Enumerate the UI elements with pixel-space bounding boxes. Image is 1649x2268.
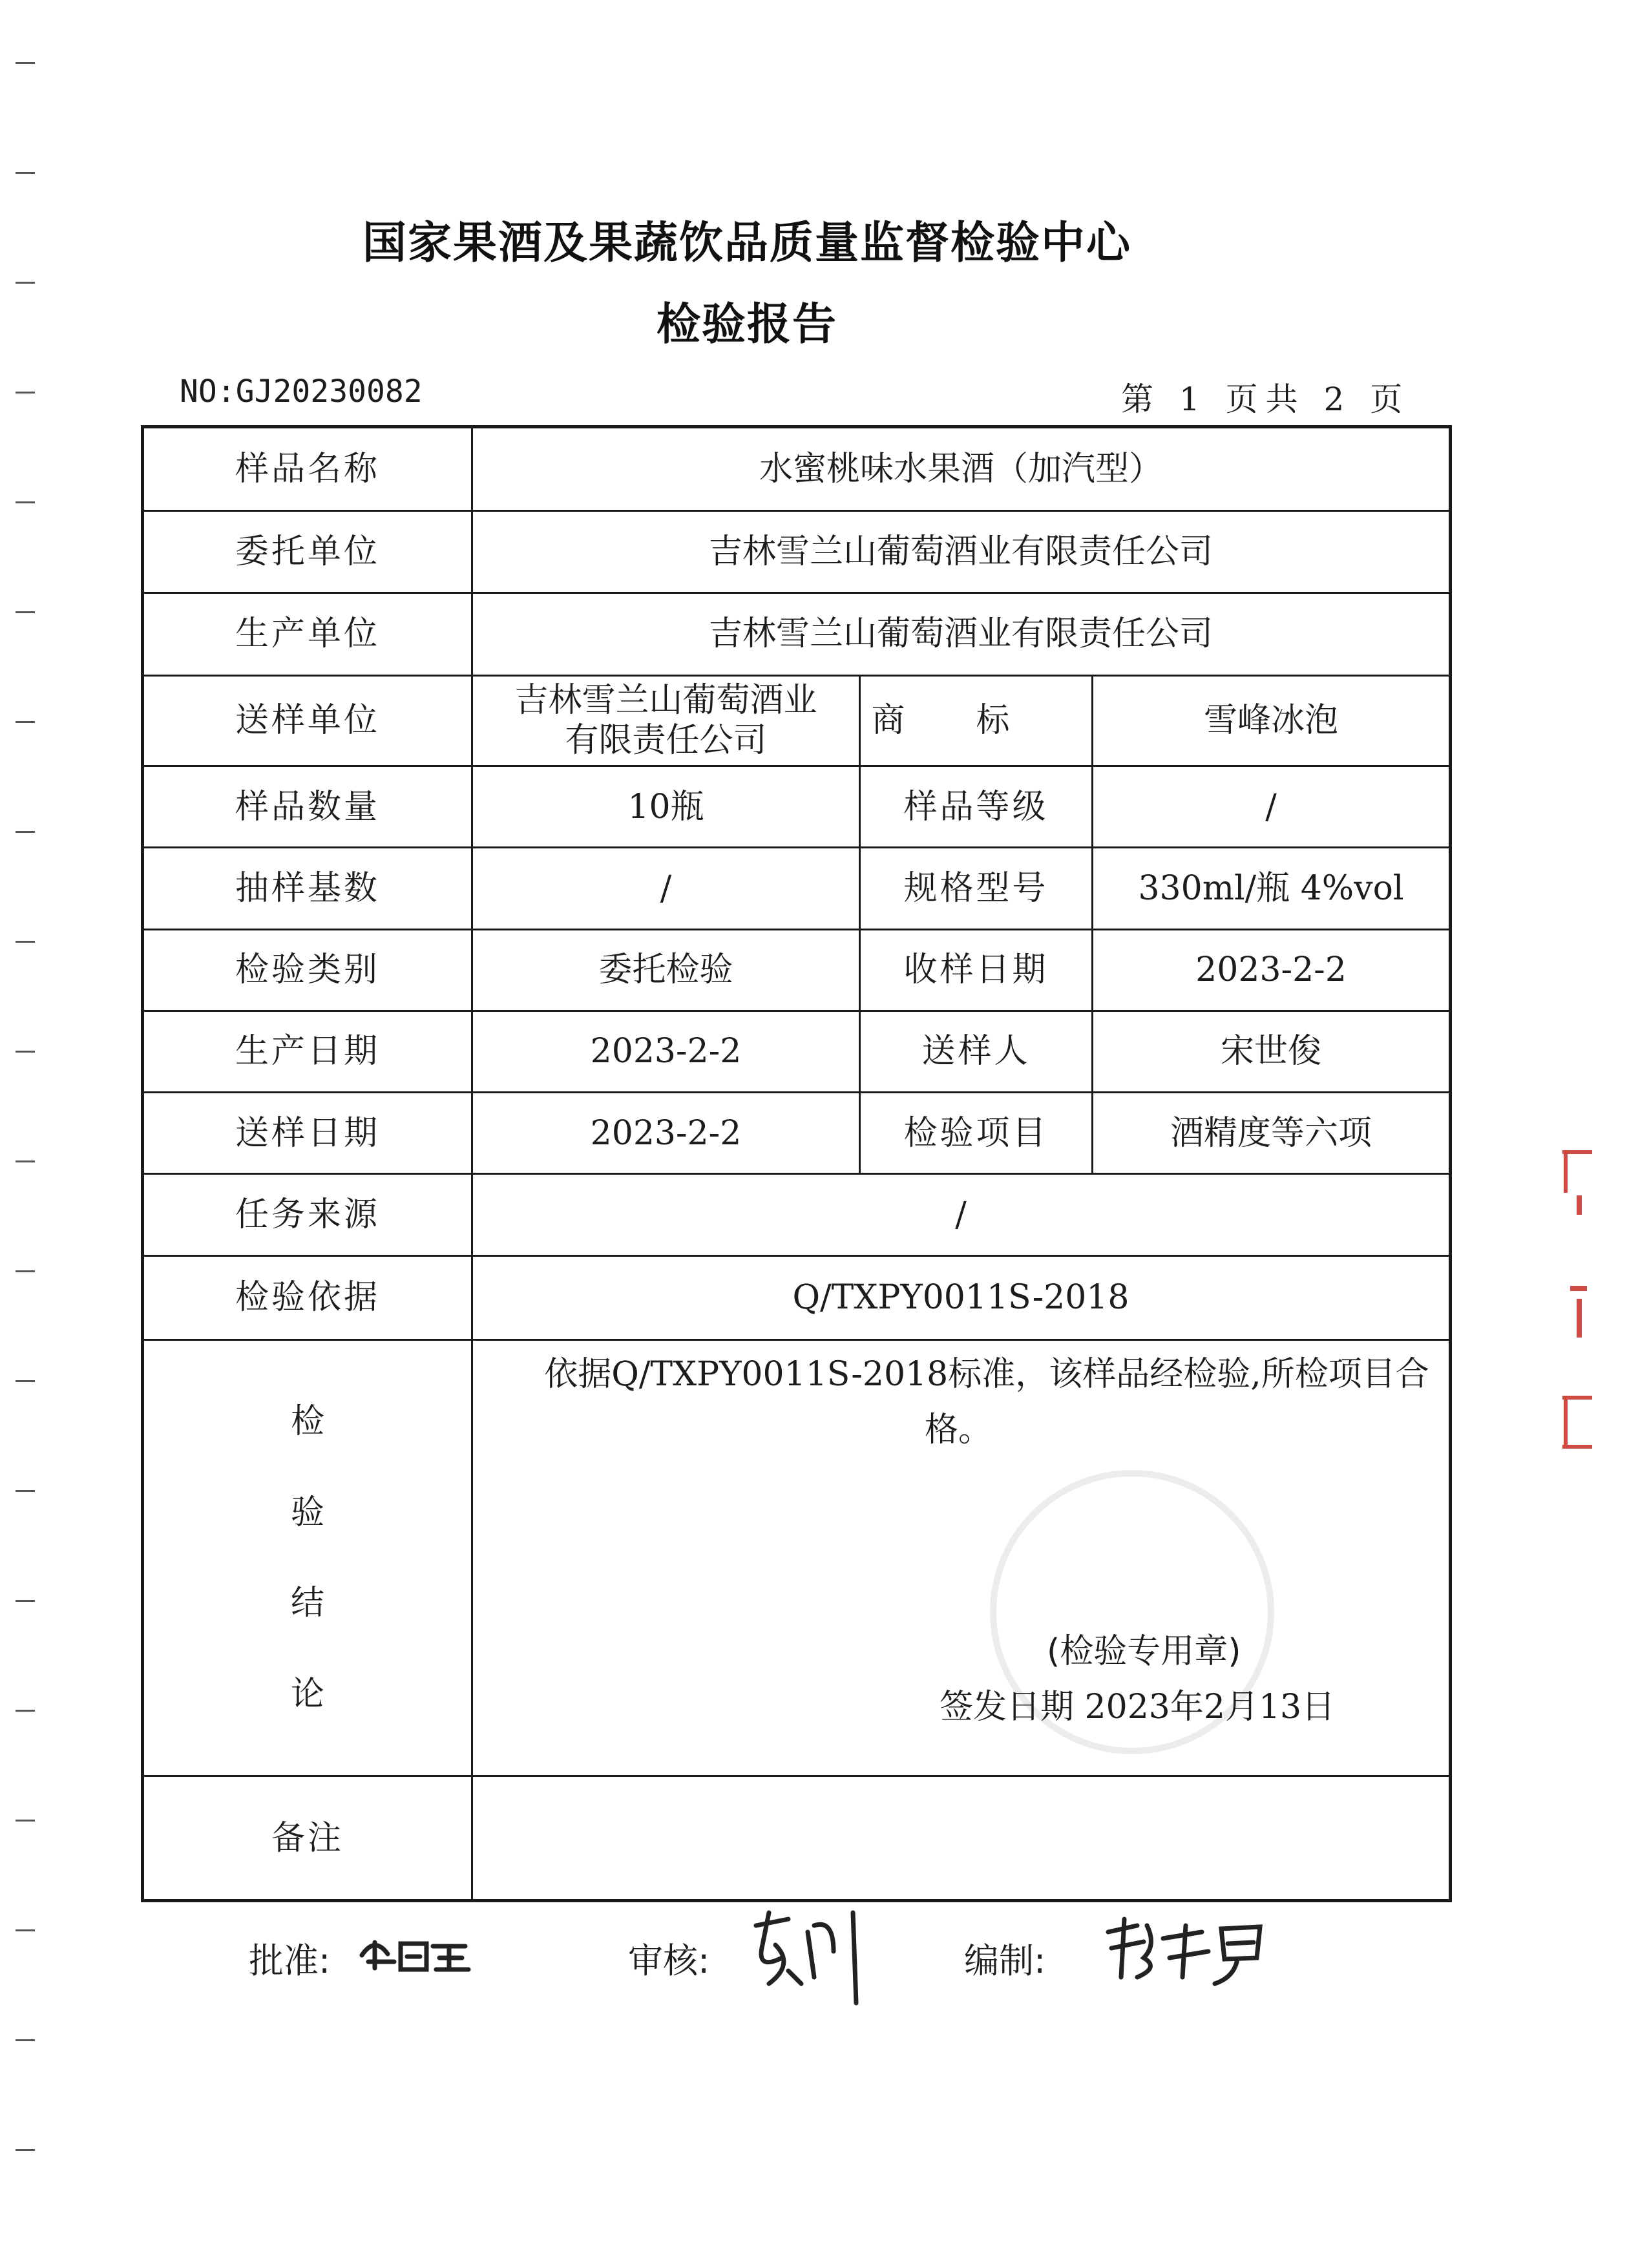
table-row <box>143 1011 1451 1092</box>
inspection-type-value: 委托检验 <box>472 929 860 1011</box>
binding-mark <box>16 941 35 943</box>
test-items-label: 检验项目 <box>860 1093 1093 1174</box>
page-info: 第 1 页共 2 页 <box>1121 381 1411 418</box>
table-row <box>143 766 1451 848</box>
binding-mark <box>16 1270 35 1272</box>
issue-date: 签发日期 2023年2月13日 <box>940 1687 1336 1727</box>
seal-caption: (检验专用章) <box>1047 1632 1241 1671</box>
compile-label: 编制: <box>964 1940 1046 1981</box>
conclusion-label-char: 验 <box>290 1493 324 1532</box>
table-row <box>143 427 1451 511</box>
compile-signature <box>1098 1913 1279 1990</box>
binding-mark <box>16 1820 35 1822</box>
binding-mark <box>16 1380 35 1382</box>
table-row <box>143 511 1451 593</box>
institute-title: 国家果酒及果蔬饮品质量监督检验中心 <box>362 218 1131 269</box>
binding-mark <box>16 831 35 833</box>
table-row <box>143 593 1451 675</box>
binding-mark <box>16 62 35 64</box>
sender-person-label: 送样人 <box>860 1011 1093 1092</box>
production-date-label: 生产日期 <box>143 1011 472 1092</box>
basis-label: 检验依据 <box>143 1255 472 1339</box>
binding-mark <box>16 1710 35 1712</box>
report-number: NO:GJ20230082 <box>180 373 423 410</box>
review-signature <box>743 1900 872 2010</box>
sampling-base-label: 抽样基数 <box>143 848 472 929</box>
producer-label: 生产单位 <box>143 593 472 675</box>
grade-label: 样品等级 <box>860 766 1093 848</box>
approve-label: 批准: <box>249 1940 331 1981</box>
binding-mark <box>16 1600 35 1602</box>
binding-mark <box>16 392 35 394</box>
table-row <box>143 848 1451 929</box>
table-row <box>143 1174 1451 1255</box>
table-row <box>143 929 1451 1011</box>
grade-value: / <box>1093 766 1451 848</box>
sample-name-label: 样品名称 <box>143 427 472 511</box>
binding-mark <box>16 2149 35 2151</box>
conclusion-label-char: 论 <box>290 1674 324 1714</box>
trademark-value: 雪峰冰泡 <box>1093 675 1451 766</box>
binding-mark <box>16 1490 35 1492</box>
receive-date-label: 收样日期 <box>860 929 1093 1011</box>
remarks-value <box>472 1776 1451 1901</box>
table-row <box>143 675 1451 766</box>
binding-mark <box>16 1160 35 1162</box>
client-value: 吉林雪兰山葡萄酒业有限责任公司 <box>472 511 1451 593</box>
table-row <box>143 1255 1451 1339</box>
trademark-label: 商标 <box>860 675 1093 766</box>
binding-mark <box>16 611 35 613</box>
send-date-value: 2023-2-2 <box>472 1093 860 1174</box>
table-row <box>143 1339 1451 1776</box>
basis-value: Q/TXPY0011S-2018 <box>472 1255 1451 1339</box>
sender-person-value: 宋世俊 <box>1093 1011 1451 1092</box>
sample-name-value: 水蜜桃味水果酒（加汽型） <box>472 427 1451 511</box>
sender-label: 送样单位 <box>143 675 472 766</box>
conclusion-label-char: 结 <box>290 1584 324 1623</box>
receive-date-value: 2023-2-2 <box>1093 929 1451 1011</box>
conclusion-label <box>143 1339 472 1776</box>
quantity-label: 样品数量 <box>143 766 472 848</box>
binding-mark <box>16 172 35 174</box>
approve-signature <box>355 1929 485 1981</box>
remarks-label: 备注 <box>143 1776 472 1901</box>
quantity-value: 10瓶 <box>472 766 860 848</box>
spec-value: 330ml/瓶 4%vol <box>1093 848 1451 929</box>
producer-value: 吉林雪兰山葡萄酒业有限责任公司 <box>472 593 1451 675</box>
binding-mark <box>16 1051 35 1053</box>
conclusion-text: 依据Q/TXPY0011S-2018标准，该样品经检验,所检项目合格。 <box>544 1354 1429 1449</box>
report-table <box>141 425 1452 1902</box>
binding-mark <box>16 1929 35 1931</box>
binding-mark <box>16 501 35 503</box>
sender-value: 吉林雪兰山葡萄酒业有限责任公司 <box>472 675 860 766</box>
inspection-type-label: 检验类别 <box>143 929 472 1011</box>
task-source-label: 任务来源 <box>143 1174 472 1255</box>
report-title: 检验报告 <box>656 299 837 350</box>
binding-mark <box>16 2039 35 2041</box>
sampling-base-value: / <box>472 848 860 929</box>
table-row <box>143 1093 1451 1174</box>
send-date-label: 送样日期 <box>143 1093 472 1174</box>
conclusion-cell <box>472 1339 1451 1776</box>
test-items-value: 酒精度等六项 <box>1093 1093 1451 1174</box>
review-label: 审核: <box>628 1940 710 1981</box>
spec-label: 规格型号 <box>860 848 1093 929</box>
binding-mark <box>16 282 35 284</box>
conclusion-label-char: 检 <box>290 1402 324 1442</box>
client-label: 委托单位 <box>143 511 472 593</box>
binding-mark <box>16 721 35 723</box>
production-date-value: 2023-2-2 <box>472 1011 860 1092</box>
table-row <box>143 1776 1451 1901</box>
task-source-value: / <box>472 1174 1451 1255</box>
